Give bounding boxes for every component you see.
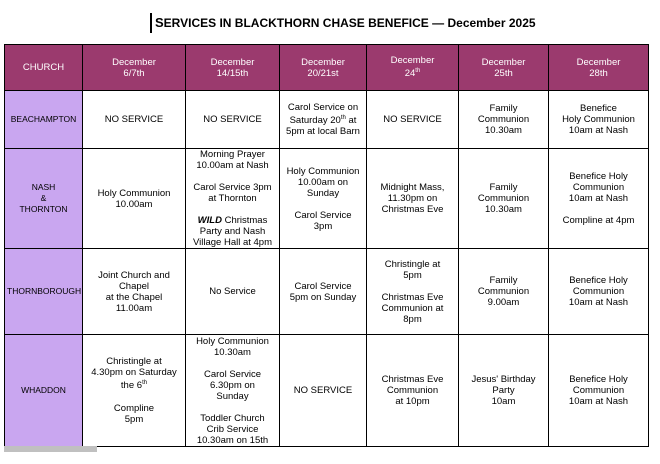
service-cell: [186, 249, 280, 335]
header-line: December: [301, 56, 345, 68]
header-line: December: [576, 56, 621, 68]
title-dash: —: [428, 16, 448, 30]
title-month: December 2025: [447, 16, 536, 30]
services-table: [4, 44, 649, 447]
service-line: Toddler Church: [200, 412, 265, 424]
service-line: Communion: [572, 385, 625, 396]
service-line: Holy Communion: [97, 187, 171, 199]
service-line: Carol Service 3pm: [193, 182, 272, 193]
service-line: 5pm at local Barn: [286, 126, 360, 138]
service-line: Jesus' Birthday: [471, 374, 536, 385]
service-line: 10am at Nash: [568, 125, 629, 136]
service-cell: [367, 335, 459, 447]
service-line: 10.30am: [485, 125, 522, 136]
service-cell: [83, 149, 186, 249]
service-line: [85, 392, 183, 403]
service-line: No Service: [209, 286, 256, 297]
service-cell: [83, 249, 186, 335]
service-line: Carol Service: [294, 280, 352, 292]
service-line: 8pm: [403, 313, 422, 325]
service-cell: [459, 335, 549, 447]
service-line: [282, 199, 364, 210]
service-line: Communion: [572, 286, 625, 297]
service-cell: [367, 91, 459, 149]
service-line: Family: [489, 182, 518, 193]
service-line: Christingle at: [106, 356, 162, 368]
service-line: Family: [489, 103, 518, 114]
church-name-line: THORNTON: [19, 204, 68, 214]
service-line: NO SERVICE: [383, 114, 442, 125]
service-line: [188, 402, 277, 413]
service-line: 9.00am: [487, 297, 520, 308]
service-cell: [186, 149, 280, 249]
table-row: [5, 91, 649, 149]
header-line: 24th: [404, 68, 421, 80]
service-line: 4.30pm on Saturday: [91, 367, 177, 379]
service-line: Party and Nash: [199, 226, 266, 237]
title-initial: S: [155, 15, 164, 30]
header-row: [5, 45, 649, 91]
service-line: [369, 281, 456, 292]
service-line: Christmas Eve: [381, 204, 444, 215]
service-cell: [459, 149, 549, 249]
service-line: 10am: [491, 396, 516, 407]
service-line: Communion: [386, 385, 439, 396]
church-column-shadow: [4, 446, 97, 452]
service-line: 5pm: [403, 269, 422, 281]
header-line: December: [210, 56, 255, 68]
service-line: [188, 358, 277, 369]
service-line: Benefice Holy: [569, 275, 628, 286]
header-line: 6/7th: [123, 67, 145, 79]
service-line: Chapel: [118, 280, 150, 292]
service-cell: [83, 335, 186, 447]
service-line: 10.30am: [214, 346, 251, 358]
service-line: Village Hall at 4pm: [192, 237, 273, 248]
church-name: [5, 91, 83, 149]
service-cell: [83, 91, 186, 149]
service-line: Communion at: [381, 302, 444, 314]
service-line: 10.30am: [485, 204, 522, 215]
church-name-line: THORNBOROUGH: [7, 286, 82, 296]
header-date-1: [83, 45, 186, 91]
church-name: [5, 249, 83, 335]
service-cell: [280, 149, 367, 249]
church-name-line: NASH: [31, 182, 56, 192]
table-row: [5, 335, 649, 447]
header-line: December: [112, 56, 156, 68]
service-line: 10.00am: [115, 198, 153, 210]
church-name: [5, 149, 83, 249]
service-line: Crib Service: [206, 423, 259, 435]
service-line: Communion: [477, 286, 530, 297]
service-line: Holy Communion: [286, 165, 360, 177]
service-line: Morning Prayer: [200, 149, 265, 160]
service-line: 10am at Nash: [568, 396, 629, 407]
service-cell: [459, 91, 549, 149]
service-line: Communion: [477, 193, 530, 204]
header-date-2: [186, 45, 280, 91]
service-line: the 6th: [120, 380, 148, 392]
service-cell: [280, 335, 367, 447]
header-line: December: [390, 55, 435, 67]
service-line: WILD Christmas: [197, 215, 268, 226]
service-line: Benefice Holy: [569, 374, 628, 385]
service-cell: [549, 249, 649, 335]
service-cell: [549, 91, 649, 149]
header-date-3: [280, 45, 367, 91]
service-line: Benefice: [580, 103, 617, 114]
service-line: Sunday: [306, 187, 340, 199]
service-line: 10am at Nash: [568, 297, 629, 308]
service-line: 3pm: [313, 220, 333, 232]
service-line: Holy Communion: [562, 114, 635, 125]
header-line: 14/15th: [216, 67, 249, 79]
service-cell: [549, 149, 649, 249]
service-line: [551, 204, 646, 215]
service-line: Midnight Mass,: [380, 182, 445, 193]
service-line: at the Chapel: [105, 291, 163, 303]
service-line: 5pm on Sunday: [289, 291, 357, 303]
table-row: [5, 249, 649, 335]
service-line: 10.00am at Nash: [196, 160, 269, 171]
header-line: 20/21st: [307, 67, 339, 79]
service-line: Christmas Eve: [381, 374, 444, 385]
service-line: Holy Communion: [196, 335, 269, 347]
service-line: Benefice Holy: [569, 171, 628, 182]
service-cell: [186, 91, 280, 149]
header-line: December: [481, 56, 526, 68]
service-line: Compline: [113, 402, 155, 414]
header-date-6: [549, 45, 649, 91]
service-line: 11.00am: [115, 302, 153, 314]
service-line: Party: [492, 385, 515, 396]
service-line: at 10pm: [395, 396, 430, 407]
service-line: [188, 171, 277, 182]
page-title: [150, 13, 536, 33]
service-line: Carol Service: [294, 209, 352, 221]
header-church: CHURCH: [5, 45, 83, 91]
service-cell: [367, 149, 459, 249]
service-cell: [459, 249, 549, 335]
header-date-4: [367, 45, 459, 91]
table-row: [5, 149, 649, 249]
service-line: Christingle at: [384, 258, 441, 270]
service-line: Joint Church and: [98, 269, 170, 281]
service-line: Family: [489, 275, 518, 286]
service-line: Sunday: [216, 390, 249, 402]
service-line: at Thornton: [208, 193, 257, 204]
service-line: NO SERVICE: [104, 114, 164, 125]
header-line: 28th: [589, 67, 608, 79]
service-line: Christmas Eve: [381, 291, 444, 303]
church-name: [5, 335, 83, 447]
service-line: 6.30pm on: [210, 379, 255, 391]
service-line: 11.30pm on: [387, 193, 438, 204]
service-line: Communion: [572, 182, 625, 193]
service-cell: [367, 249, 459, 335]
service-line: Saturday 20th at: [289, 114, 357, 127]
service-line: 10am at Nash: [568, 193, 629, 204]
service-line: Communion: [477, 114, 530, 125]
service-cell: [549, 335, 649, 447]
service-cell: [280, 249, 367, 335]
service-line: NO SERVICE: [203, 114, 262, 125]
service-line: Compline at 4pm: [562, 215, 635, 226]
service-line: Carol Service on: [287, 101, 359, 113]
header-date-5: [459, 45, 549, 91]
church-name-line: WHADDON: [21, 385, 66, 395]
service-line: NO SERVICE: [293, 385, 353, 396]
service-line: 10.30am on 15th: [196, 434, 269, 446]
service-line: 5pm: [124, 413, 144, 425]
title-main: ERVICES IN BLACKTHORN CHASE BENEFICE: [163, 16, 429, 30]
service-line: Carol Service: [203, 368, 262, 380]
service-line: [188, 204, 277, 215]
service-line: 10.00am on: [297, 176, 349, 188]
service-cell: [280, 91, 367, 149]
church-name-line: &: [40, 193, 47, 203]
service-cell: [186, 335, 280, 447]
header-line: 25th: [494, 67, 513, 79]
church-name-line: BEACHAMPTON: [10, 114, 77, 124]
